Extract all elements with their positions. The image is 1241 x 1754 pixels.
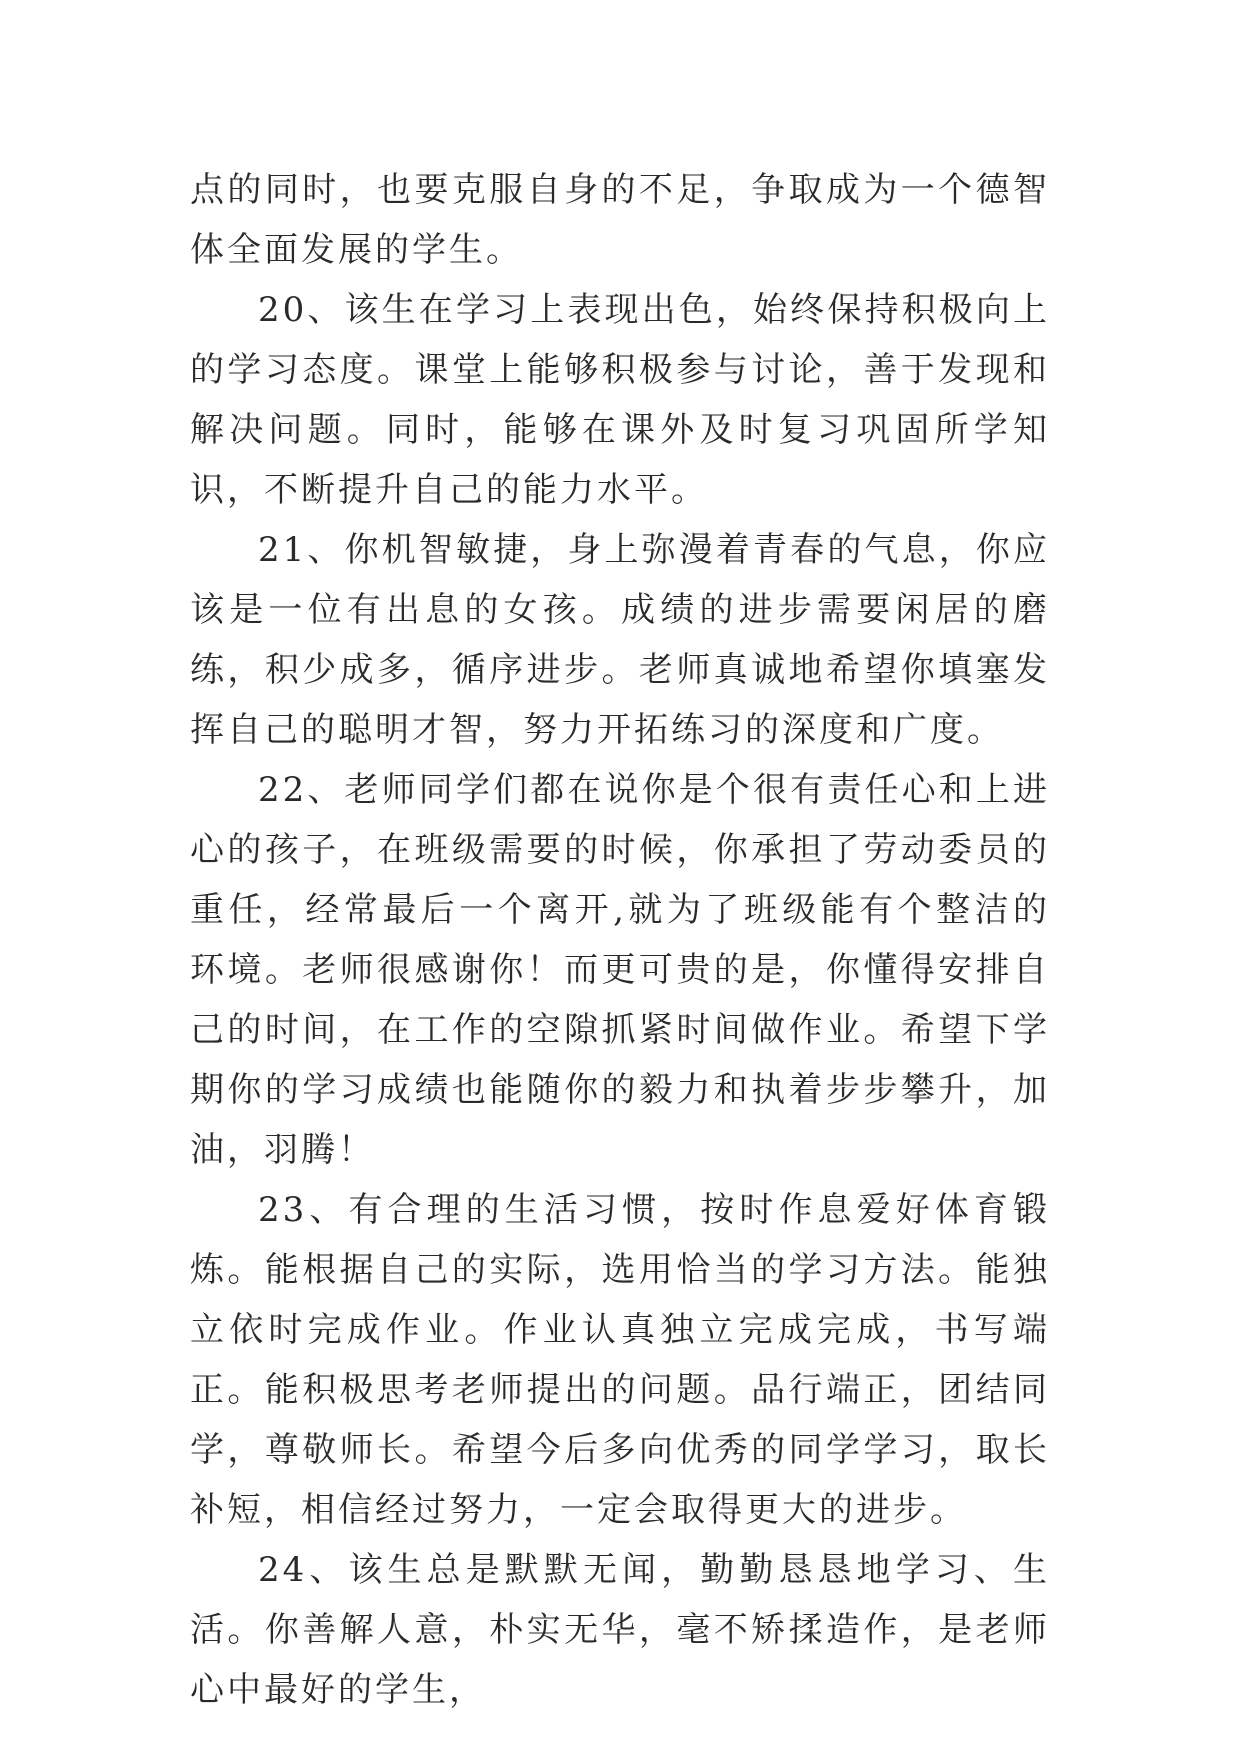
- paragraph-comment-23: 23、有合理的生活习惯，按时作息爱好体育锻炼。能根据自己的实际，选用恰当的学习方法。能独立依时完成作业。作业认真独立完成完成，书写端正。能积极思考老师提出的问题。品行端正，团结同学，尊敬师长。希望今后多向优秀的同学学习，取长补短，相信经过努力，一定会取得更大的进步。: [190, 1190, 1050, 1530]
- paragraph-continuation: 点的同时，也要克服自身的不足，争取成为一个德智体全面发展的学生。: [190, 170, 1050, 270]
- paragraph-comment-22: 22、老师同学们都在说你是个很有责任心和上进心的孩子，在班级需要的时候，你承担了劳动委员的重任，经常最后一个离开,就为了班级能有个整洁的环境。老师很感谢你！而更可贵的是，你懂得安排自己的时间，在工作的空隙抓紧时间做作业。希望下学期你的学习成绩也能随你的毅力和执着步步攀升，加油，羽腾！: [190, 770, 1050, 1170]
- paragraph-comment-20: 20、该生在学习上表现出色，始终保持积极向上的学习态度。课堂上能够积极参与讨论，善于发现和解决问题。同时，能够在课外及时复习巩固所学知识，不断提升自己的能力水平。: [190, 290, 1050, 510]
- paragraph-comment-21: 21、你机智敏捷，身上弥漫着青春的气息，你应该是一位有出息的女孩。成绩的进步需要闲居的磨练，积少成多，循序进步。老师真诚地希望你填塞发挥自己的聪明才智，努力开拓练习的深度和广度。: [190, 530, 1050, 750]
- paragraph-comment-24: 24、该生总是默默无闻，勤勤恳恳地学习、生活。你善解人意，朴实无华，毫不矫揉造作，是老师心中最好的学生，: [190, 1550, 1050, 1710]
- document-body: [190, 160, 1050, 1720]
